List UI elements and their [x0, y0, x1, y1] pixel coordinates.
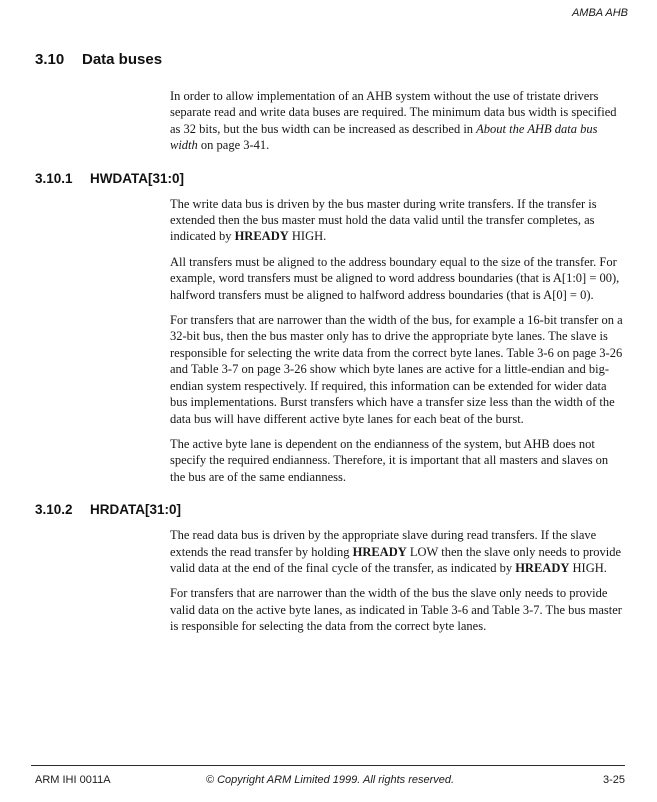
- section-heading-data-buses: [35, 52, 625, 68]
- footer-doc-id: ARM IHI 0011A: [35, 774, 111, 786]
- page-footer: [35, 774, 625, 786]
- footer-divider: [31, 765, 625, 766]
- subsection-number: 3.10.2: [35, 502, 73, 518]
- paragraph-intro: In order to allow implementation of an AHB system without the use of tristate drivers separate read and write data buses are required. The minimum data bus width is specified as 32 bits, but the bus width can be increased as described in About the AHB data bus width on page 3-41.: [170, 89, 617, 153]
- footer-copyright: © Copyright ARM Limited 1999. All rights reserved.: [205, 774, 455, 786]
- paragraph-hwdata-4: The active byte lane is dependent on the endianness of the system, but AHB does not specify the required endianness. Therefore, it is important that all masters and slaves on the bus are of the same endianness.: [170, 436, 609, 484]
- page-content: [35, 52, 625, 644]
- subsection-heading-hrdata: [35, 503, 625, 517]
- section-number: 3.10: [35, 51, 65, 68]
- subsection-title: HRDATA[31:0]: [90, 502, 181, 518]
- paragraph-hwdata-3: For transfers that are narrower than the width of the bus, for example a 16-bit transfer on a 32-bit bus, then the bus master only has to drive the appropriate byte lanes. The slave is responsible for selecting the write data from the correct byte lanes. Table 3-6 on page 3-26 and Table 3-7 on page 3-26 show which byte lanes are active for a little-endian and big-endian system respectively. If required, this information can be extended for wider data bus implementations. Burst transfers which have a transfer size less than the width of the data bus will have different active byte lanes for each beat of the burst.: [170, 313, 623, 426]
- paragraph-hwdata-2: All transfers must be aligned to the address boundary equal to the size of the transfer. For example, word transfers must be aligned to word address boundaries (that is A[1:0] = 00), halfword transfers must be aligned to halfword address boundaries (that is A[0] = 0).: [170, 254, 620, 302]
- paragraph-hrdata-1: The read data bus is driven by the appropriate slave during read transfers. If the slave extends the read transfer by holding HREADY LOW then the slave only needs to provide valid data at the end of the final cycle of the transfer, as indicated by HREADY HIGH.: [170, 528, 622, 575]
- section-title: Data buses: [82, 51, 163, 68]
- paragraph-hrdata-2: For transfers that are narrower than the width of the bus the slave only needs to provide valid data on the active byte lanes, as indicated in Table 3-6 and Table 3-7. The bus master is responsible for selecting the data from the correct byte lanes.: [170, 586, 622, 634]
- paragraph-hwdata-1: The write data bus is driven by the bus master during write transfers. If the transfer is extended then the bus master must hold the data valid until the transfer completes, as indicated by HREADY HIGH.: [170, 196, 597, 244]
- subsection-number: 3.10.1: [35, 170, 73, 186]
- subsection-title: HWDATA[31:0]: [90, 170, 184, 186]
- subsection-heading-hwdata: [35, 172, 625, 186]
- running-header: AMBA AHB: [571, 7, 628, 19]
- footer-page-number: 3-25: [602, 774, 625, 786]
